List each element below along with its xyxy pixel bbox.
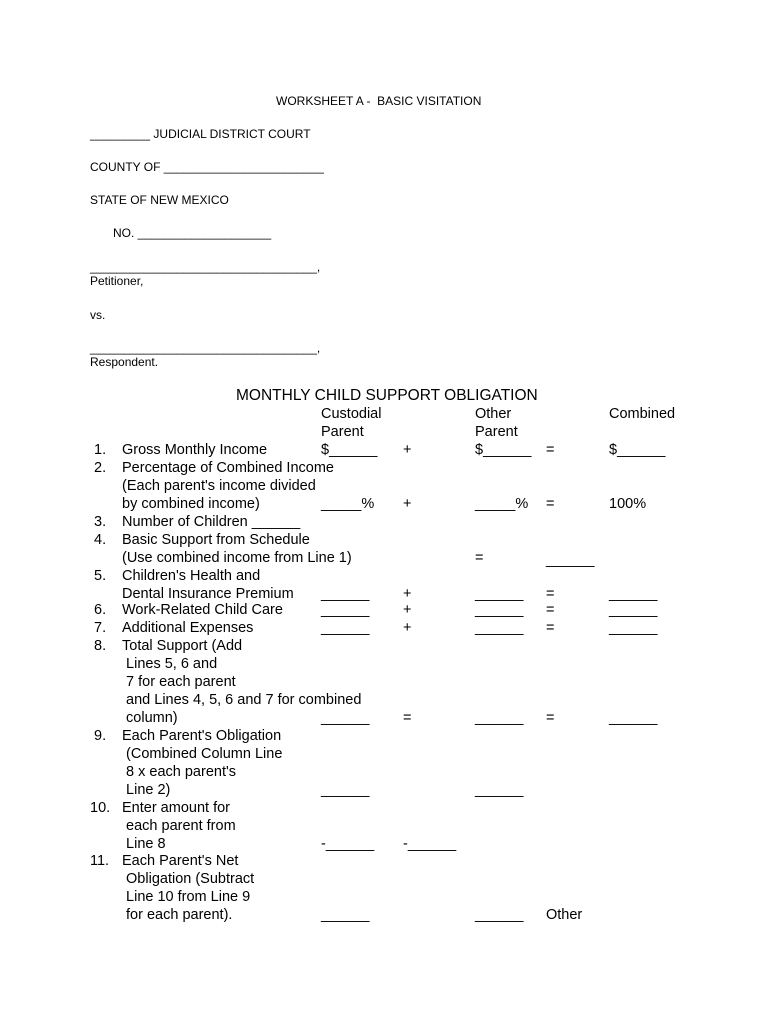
court-line: _________ JUDICIAL DISTRICT COURT	[90, 127, 311, 141]
line-4-label-2: (Use combined income from Line 1)	[122, 550, 352, 566]
line-7-combined: ______	[609, 620, 658, 636]
line-1-combined: $______	[609, 442, 666, 458]
line-11-label-2: Obligation (Subtract	[122, 871, 255, 887]
line-10-label-3: Line 8	[122, 836, 166, 852]
line-9-label-2: (Combined Column Line	[122, 746, 283, 762]
line-7-plus: +	[403, 620, 412, 636]
line-4-equals: =	[475, 550, 484, 566]
line-7-custodial: ______	[321, 620, 370, 636]
line-2-combined: 100%	[609, 496, 647, 512]
line-3-number: 3.	[94, 514, 107, 530]
line-4-number: 4.	[94, 532, 107, 548]
line-1-custodial: $______	[321, 442, 378, 458]
line-6-equals: =	[546, 602, 555, 618]
line-10-label-2: each parent from	[122, 818, 236, 834]
line-1-plus: +	[403, 442, 412, 458]
line-8-equals-2: =	[546, 710, 555, 726]
line-9-label-4: Line 2)	[122, 782, 171, 798]
line-11-number: 11.	[90, 853, 110, 869]
petitioner-signature-line: __________________________________,	[90, 260, 321, 274]
case-number-line: NO. ____________________	[113, 226, 272, 240]
line-7-equals: =	[546, 620, 555, 636]
line-2-label-2: (Each parent's income divided	[122, 478, 316, 494]
line-6-label: Work-Related Child Care	[122, 602, 283, 618]
county-line: COUNTY OF ________________________	[90, 160, 324, 174]
line-9-number: 9.	[94, 728, 107, 744]
line-11-label-3: Line 10 from Line 9	[122, 889, 251, 905]
line-7-number: 7.	[94, 620, 107, 636]
line-10-label-1: Enter amount for	[122, 800, 230, 816]
obligation-table-title: MONTHLY CHILD SUPPORT OBLIGATION	[236, 387, 538, 404]
petitioner-label: Petitioner,	[90, 274, 144, 288]
line-10-custodial: -______	[321, 836, 375, 852]
line-1-other: $______	[475, 442, 532, 458]
respondent-signature-line: __________________________________,	[90, 341, 321, 355]
line-9-label-3: 8 x each parent's	[122, 764, 237, 780]
line-8-number: 8.	[94, 638, 107, 654]
line-8-other: ______	[475, 710, 524, 726]
line-2-label-1: Percentage of Combined Income	[122, 460, 334, 476]
line-8-equals-1: =	[403, 710, 412, 726]
line-11-label-1: Each Parent's Net	[122, 853, 239, 869]
worksheet-title: WORKSHEET A - BASIC VISITATION	[276, 94, 482, 108]
line-11-custodial: ______	[321, 907, 370, 923]
state-line: STATE OF NEW MEXICO	[90, 193, 229, 207]
line-8-label-1: Total Support (Add	[122, 638, 243, 654]
respondent-label: Respondent.	[90, 355, 159, 369]
line-1-equals: =	[546, 442, 555, 458]
line-7-label: Additional Expenses	[122, 620, 254, 636]
line-8-label-4: and Lines 4, 5, 6 and 7 for combined	[122, 692, 362, 708]
line-3-label: Number of Children ______	[122, 514, 301, 530]
line-2-label-3: by combined income)	[122, 496, 260, 512]
line-1-number: 1.	[94, 442, 107, 458]
line-2-custodial: _____%	[321, 496, 375, 512]
line-8-label-3: 7 for each parent	[122, 674, 236, 690]
line-7-other: ______	[475, 620, 524, 636]
line-10-other: -______	[403, 836, 457, 852]
line-2-number: 2.	[94, 460, 107, 476]
line-6-number: 6.	[94, 602, 107, 618]
line-5-plus: +	[403, 586, 412, 602]
line-8-label-2: Lines 5, 6 and	[122, 656, 218, 672]
line-6-other: ______	[475, 602, 524, 618]
line-2-other: _____%	[475, 496, 529, 512]
line-9-custodial: ______	[321, 782, 370, 798]
line-5-other: ______	[475, 586, 524, 602]
line-9-other: ______	[475, 782, 524, 798]
line-8-custodial: ______	[321, 710, 370, 726]
col-other-heading-1: Other	[475, 406, 512, 422]
line-11-other: ______	[475, 907, 524, 923]
col-custodial-heading-1: Custodial	[321, 406, 382, 422]
line-8-combined: ______	[609, 710, 658, 726]
line-2-equals: =	[546, 496, 555, 512]
col-combined-heading: Combined	[609, 406, 676, 422]
line-5-equals: =	[546, 586, 555, 602]
line-4-label-1: Basic Support from Schedule	[122, 532, 310, 548]
line-6-plus: +	[403, 602, 412, 618]
line-2-plus: +	[403, 496, 412, 512]
line-5-custodial: ______	[321, 586, 370, 602]
versus-label: vs.	[90, 308, 106, 322]
col-other-heading-2: Parent	[475, 424, 518, 440]
line-8-label-5: column)	[122, 710, 178, 726]
line-11-extra-label: Other	[546, 907, 583, 923]
line-5-combined: ______	[609, 586, 658, 602]
line-5-label-2: Dental Insurance Premium	[122, 586, 294, 602]
line-4-value: ______	[546, 552, 595, 568]
line-6-custodial: ______	[321, 602, 370, 618]
line-6-combined: ______	[609, 602, 658, 618]
line-11-label-4: for each parent).	[122, 907, 233, 923]
line-5-number: 5.	[94, 568, 107, 584]
line-1-label: Gross Monthly Income	[122, 442, 268, 458]
line-10-number: 10.	[90, 800, 111, 816]
line-9-label-1: Each Parent's Obligation	[122, 728, 282, 744]
col-custodial-heading-2: Parent	[321, 424, 364, 440]
line-5-label-1: Children's Health and	[122, 568, 261, 584]
